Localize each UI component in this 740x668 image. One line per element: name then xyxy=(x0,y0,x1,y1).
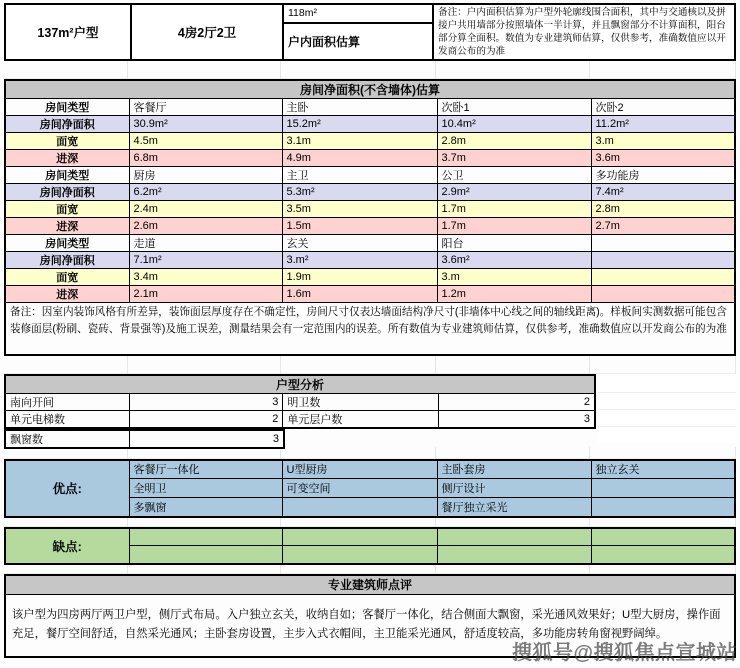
room-area-cell: 10.4m² xyxy=(437,116,591,133)
table-row xyxy=(5,286,735,303)
table-row xyxy=(5,460,735,479)
table-row xyxy=(5,410,595,428)
area-label: 户内面积估算 xyxy=(288,35,361,49)
cons-item xyxy=(591,528,735,546)
table-row xyxy=(5,218,735,235)
pros-item: 可变空间 xyxy=(282,479,437,498)
room-area-cell: 6.2m² xyxy=(129,184,282,201)
room-area-cell: 2.9m² xyxy=(437,184,591,201)
unit-layout-cell: 4房2厅2卫 xyxy=(130,5,282,59)
room-type-cell: 公卫 xyxy=(437,167,591,184)
room-type-cell: 阳台 xyxy=(437,235,591,252)
cons-item xyxy=(282,546,437,564)
pros-item: 多飘窗 xyxy=(129,498,282,517)
room-area-cell: 5.3m² xyxy=(282,184,437,201)
analysis-section xyxy=(4,374,736,447)
row-label: 面宽 xyxy=(5,133,129,150)
pros-item: 主卧套房 xyxy=(437,460,591,479)
table-row xyxy=(5,167,735,184)
grid-gap xyxy=(4,565,736,574)
review-title: 专业建筑师点评 xyxy=(5,575,735,595)
table-row xyxy=(5,235,735,252)
room-width-cell: 4.5m xyxy=(129,133,282,150)
analysis-label: 单元电梯数 xyxy=(5,410,129,428)
room-depth-cell: 1.6m xyxy=(282,286,437,303)
pros-item: 独立玄关 xyxy=(591,460,735,479)
table-row xyxy=(5,252,735,269)
room-type-cell: 主卫 xyxy=(282,167,437,184)
row-label: 面宽 xyxy=(5,201,129,218)
room-area-cell: 3.m² xyxy=(282,252,437,269)
room-table-title: 房间净面积(不含墙体)估算 xyxy=(5,80,735,99)
table-title-row xyxy=(5,80,735,99)
room-area-cell: 3.6m² xyxy=(437,252,591,269)
room-width-cell xyxy=(591,269,735,286)
room-area-cell: 30.9m² xyxy=(129,116,282,133)
room-type-cell: 主卧 xyxy=(282,99,437,116)
analysis-value: 3 xyxy=(438,410,595,428)
analysis-value: 3 xyxy=(130,430,284,448)
header-note: 备注：户内面积估算为户型外轮廓线围合面积，其中与交通核以及拼接户共用墙部分按照墙体一半计算，并且飘窗部分不计算面积，阳台部分算全面积。数值为专业建筑师估算，仅供参考，准确数值应以开发商公布的为准 xyxy=(432,5,734,59)
room-depth-cell: 1.5m xyxy=(282,218,437,235)
analysis-table xyxy=(4,374,596,429)
room-depth-cell: 4.9m xyxy=(282,150,437,167)
room-width-cell: 3.5m xyxy=(282,201,437,218)
table-note-row xyxy=(5,303,735,355)
table-row xyxy=(5,116,735,133)
empty-grid-area xyxy=(598,376,736,443)
room-area-cell: 7.4m² xyxy=(591,184,735,201)
analysis-title: 户型分析 xyxy=(5,375,595,394)
room-depth-cell: 1.2m xyxy=(437,286,591,303)
pros-item: U型厨房 xyxy=(282,460,437,479)
pros-item xyxy=(282,498,437,517)
cons-item xyxy=(282,528,437,546)
pros-item xyxy=(591,479,735,498)
room-area-cell: 7.1m² xyxy=(129,252,282,269)
room-type-cell: 厨房 xyxy=(129,167,282,184)
room-type-cell: 走道 xyxy=(129,235,282,252)
room-area-cell xyxy=(591,252,735,269)
unit-header xyxy=(4,3,736,61)
analysis-label: 单元层户数 xyxy=(283,410,439,428)
room-table-note: 备注：因室内装饰风格有所差异，装饰面层厚度存在不确定性，房间尺寸仅表达墙面结构净尺寸(非墙体中心线之间的轴线距离)。样板间实测数据可能包含装修面层(粉刷、瓷砖、背景强等)及施工误差，测量结果会有一定范围内的误差。所有数值为专业建筑师估算，仅供参考，准确数值应以开发商公布的为准 xyxy=(5,303,735,355)
room-width-cell: 2.4m xyxy=(129,201,282,218)
pros-item xyxy=(591,498,735,517)
room-area-cell: 11.2m² xyxy=(591,116,735,133)
analysis-table-extra-row xyxy=(4,429,285,449)
analysis-label: 明卫数 xyxy=(283,393,439,410)
room-width-cell: 2.8m xyxy=(437,133,591,150)
table-row xyxy=(5,184,735,201)
row-label: 房间净面积 xyxy=(5,184,129,201)
room-depth-cell: 2.7m xyxy=(591,218,735,235)
cons-table xyxy=(4,527,736,565)
row-label: 房间净面积 xyxy=(5,116,129,133)
row-label: 进深 xyxy=(5,150,129,167)
row-label: 房间净面积 xyxy=(5,252,129,269)
room-type-cell: 多功能房 xyxy=(591,167,735,184)
table-row xyxy=(5,393,595,410)
table-row xyxy=(5,201,735,218)
analysis-label: 飘窗数 xyxy=(5,430,130,448)
area-estimate-cell xyxy=(282,5,432,59)
room-width-cell: 1.9m xyxy=(282,269,437,286)
room-width-cell: 1.7m xyxy=(437,201,591,218)
review-text: 该户型为四房两厅两卫户型，侧厅式布局。入户独立玄关，收纳自如；客餐厅一体化，结合侧面大飘窗，采光通风效果好；U型大厨房，操作面充足，餐厅空间舒适，自然采光通风；主卧套房设置，主步入式衣帽间，主卫能采光通风，舒适度较高，多功能房转角窗视野阔绰。 xyxy=(5,595,735,657)
room-type-cell xyxy=(591,235,735,252)
watermark: 搜狐号@搜狐焦点宣城站 xyxy=(511,642,737,664)
analysis-value: 2 xyxy=(438,393,595,410)
row-label: 房间类型 xyxy=(5,167,129,184)
pros-item: 侧厅设计 xyxy=(437,479,591,498)
pros-table xyxy=(4,459,736,518)
spreadsheet xyxy=(4,3,736,658)
grid-gap xyxy=(4,356,736,374)
cons-item xyxy=(437,546,591,564)
room-depth-cell: 3.7m xyxy=(437,150,591,167)
room-type-cell: 客餐厅 xyxy=(129,99,282,116)
room-type-cell: 次卧1 xyxy=(437,99,591,116)
analysis-value: 3 xyxy=(129,393,283,410)
room-width-cell: 3.m xyxy=(437,269,591,286)
analysis-label: 南向开间 xyxy=(5,393,129,410)
table-row xyxy=(5,133,735,150)
table-row xyxy=(5,528,735,546)
unit-type-cell: 137m²户型 xyxy=(37,26,99,40)
table-row xyxy=(5,430,284,448)
room-area-cell: 15.2m² xyxy=(282,116,437,133)
pros-item: 全明卫 xyxy=(129,479,282,498)
area-value: 118m² xyxy=(284,5,432,24)
room-area-table xyxy=(4,79,736,356)
room-depth-cell xyxy=(591,286,735,303)
grid-gap xyxy=(4,518,736,527)
pros-item: 餐厅独立采光 xyxy=(437,498,591,517)
room-depth-cell: 3.6m xyxy=(591,150,735,167)
room-width-cell: 3.1m xyxy=(282,133,437,150)
cons-item xyxy=(437,528,591,546)
room-width-cell: 3.m xyxy=(591,133,735,150)
pros-item: 客餐厅一体化 xyxy=(129,460,282,479)
room-depth-cell: 2.1m xyxy=(129,286,282,303)
room-width-cell: 2.8m xyxy=(591,201,735,218)
row-label: 面宽 xyxy=(5,269,129,286)
table-row xyxy=(5,269,735,286)
analysis-value: 2 xyxy=(129,410,283,428)
cons-item xyxy=(129,546,282,564)
table-row xyxy=(5,150,735,167)
row-label: 房间类型 xyxy=(5,235,129,252)
pros-label: 优点: xyxy=(5,460,129,517)
room-depth-cell: 2.6m xyxy=(129,218,282,235)
row-label: 进深 xyxy=(5,218,129,235)
table-row xyxy=(5,99,735,116)
row-label: 房间类型 xyxy=(5,99,129,116)
cons-item xyxy=(129,528,282,546)
room-type-cell: 次卧2 xyxy=(591,99,735,116)
cons-item xyxy=(591,546,735,564)
room-depth-cell: 1.7m xyxy=(437,218,591,235)
room-type-cell: 玄关 xyxy=(282,235,437,252)
cons-label: 缺点: xyxy=(5,528,129,564)
room-width-cell: 3.4m xyxy=(129,269,282,286)
room-depth-cell: 6.8m xyxy=(129,150,282,167)
row-label: 进深 xyxy=(5,286,129,303)
grid-gap xyxy=(4,61,736,79)
